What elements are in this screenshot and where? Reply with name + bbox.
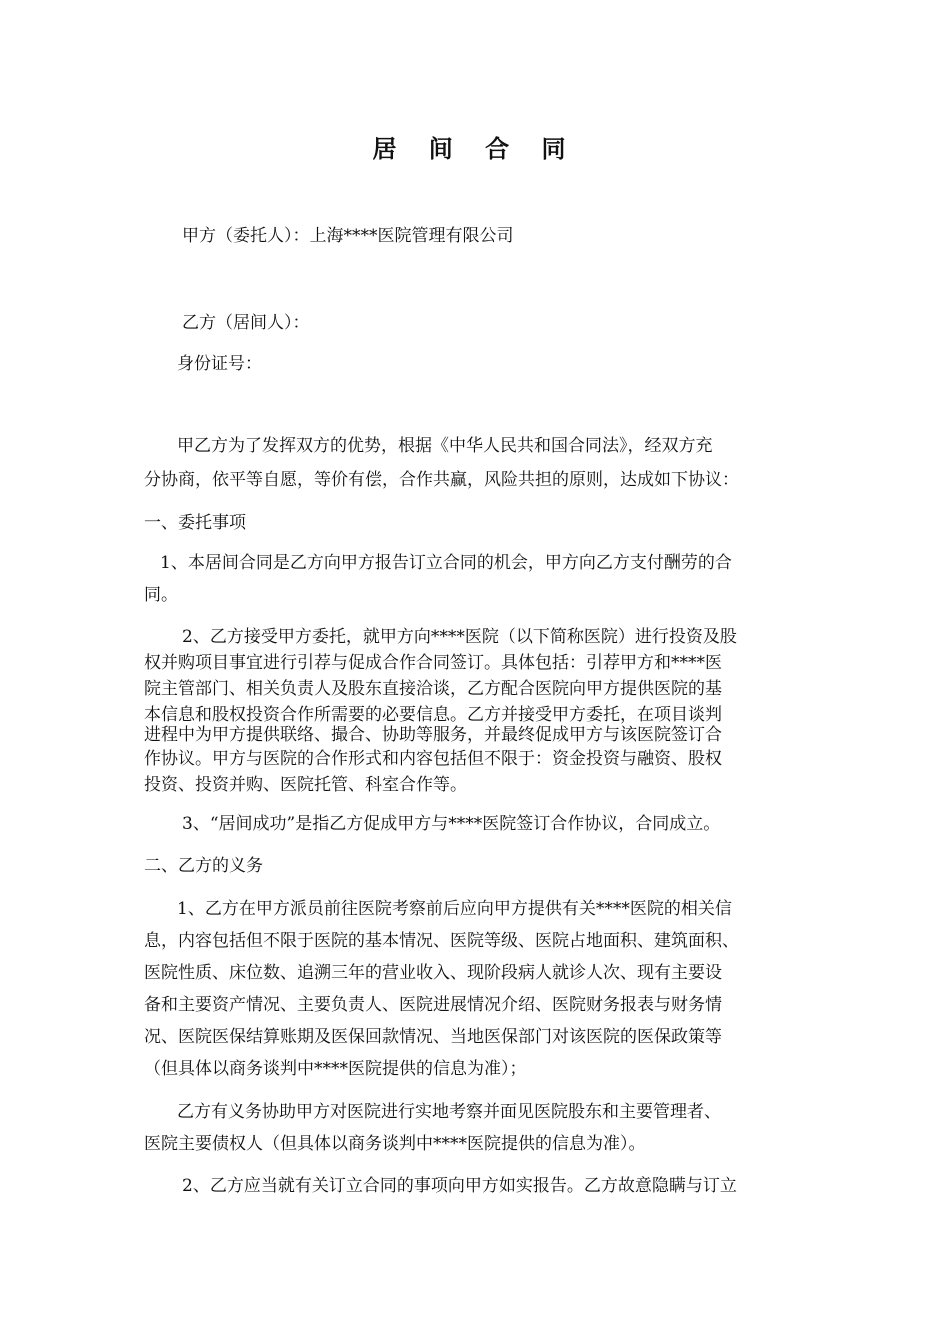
clause-line: 医院性质、床位数、追溯三年的营业收入、现阶段病人就诊人次、现有主要设 bbox=[144, 963, 722, 983]
intro-line: 甲乙方为了发挥双方的优势，根据《中华人民共和国合同法》，经双方充 bbox=[177, 436, 713, 456]
clause-line: 1、本居间合同是乙方向甲方报告订立合同的机会，甲方向乙方支付酬劳的合 bbox=[160, 553, 732, 573]
clause-line: 2、乙方应当就有关订立合同的事项向甲方如实报告。乙方故意隐瞒与订立 bbox=[182, 1176, 737, 1196]
clause-line: 权并购项目事宜进行引荐与促成合作合同签订。具体包括：引荐甲方和****医 bbox=[144, 653, 722, 673]
clause-line: 投资、投资并购、医院托管、科室合作等。 bbox=[144, 775, 467, 795]
party-b-line: 乙方（居间人）： bbox=[182, 313, 310, 333]
intro-line: 分协商，依平等自愿，等价有偿，合作共赢，风险共担的原则，达成如下协议： bbox=[144, 470, 739, 490]
clause-line: 1、乙方在甲方派员前往医院考察前后应向甲方提供有关****医院的相关信 bbox=[177, 899, 732, 919]
clause-line: 备和主要资产情况、主要负责人、医院进展情况介绍、医院财务报表与财务情 bbox=[144, 995, 722, 1015]
clause-line: 乙方有义务协助甲方对医院进行实地考察并面见医院股东和主要管理者、 bbox=[177, 1102, 721, 1122]
section-heading: 一、委托事项 bbox=[144, 513, 246, 533]
clause-line: 医院主要债权人（但具体以商务谈判中****医院提供的信息为准）。 bbox=[144, 1134, 646, 1154]
clause-line: 作协议。甲方与医院的合作形式和内容包括但不限于：资金投资与融资、股权 bbox=[144, 749, 722, 769]
section-heading: 二、乙方的义务 bbox=[144, 856, 263, 876]
party-a-line: 甲方（委托人）：上海****医院管理有限公司 bbox=[182, 226, 514, 246]
document-title: 居 间 合 同 bbox=[372, 134, 578, 163]
clause-line: 3、“居间成功”是指乙方促成甲方与****医院签订合作协议，合同成立。 bbox=[182, 814, 721, 834]
clause-line: 况、医院医保结算账期及医保回款情况、当地医保部门对该医院的医保政策等 bbox=[144, 1027, 722, 1047]
clause-line: （但具体以商务谈判中****医院提供的信息为准）； bbox=[144, 1059, 527, 1079]
clause-line: 进程中为甲方提供联络、撮合、协助等服务，并最终促成甲方与该医院签订合 bbox=[144, 725, 722, 745]
clause-line: 本信息和股权投资合作所需要的必要信息。乙方并接受甲方委托，在项目谈判 bbox=[144, 705, 722, 725]
id-number-line: 身份证号： bbox=[177, 354, 262, 374]
clause-line: 院主管部门、相关负责人及股东直接洽谈，乙方配合医院向甲方提供医院的基 bbox=[144, 679, 722, 699]
clause-line: 息，内容包括但不限于医院的基本情况、医院等级、医院占地面积、建筑面积、 bbox=[144, 931, 739, 951]
clause-line: 2、乙方接受甲方委托，就甲方向****医院（以下简称医院）进行投资及股 bbox=[182, 627, 737, 647]
clause-line: 同。 bbox=[144, 585, 178, 605]
